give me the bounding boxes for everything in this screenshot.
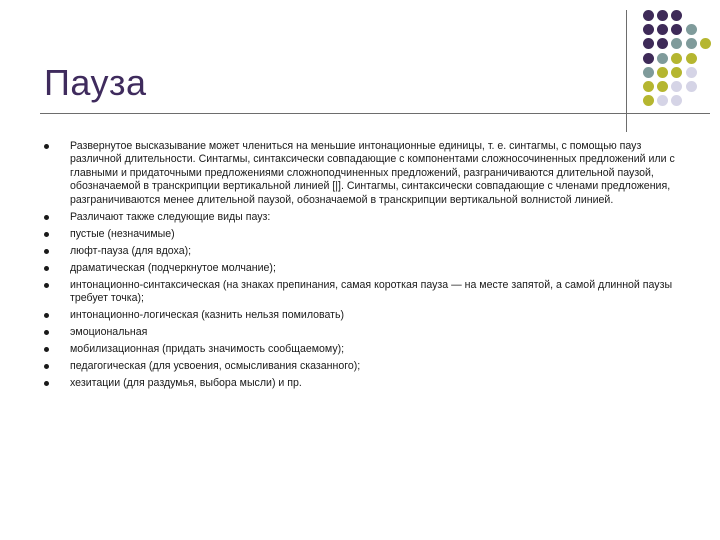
decorative-dot (671, 53, 682, 64)
decorative-dot (686, 38, 697, 49)
bullet-item (44, 140, 684, 207)
bullet-text: Различают также следующие виды пауз: (70, 210, 271, 223)
decorative-dot (700, 38, 711, 49)
bullet-icon (44, 266, 49, 271)
decorative-dot (671, 81, 682, 92)
decorative-dot (643, 10, 654, 21)
horizontal-divider (40, 113, 710, 114)
bullet-text: мобилизационная (придать значимость сообщаемому); (70, 343, 345, 356)
bullet-item (44, 326, 684, 339)
decorative-dot (671, 24, 682, 35)
bullet-text: педагогическая (для усвоения, осмысливания сказанного); (70, 360, 361, 373)
decorative-dot (643, 81, 654, 92)
bullet-icon (44, 283, 49, 288)
decorative-dot (686, 81, 697, 92)
bullet-text: хезитации (для раздумья, выбора мысли) и пр. (70, 377, 302, 390)
bullet-item (44, 377, 684, 390)
bullet-text: интонационно-синтаксическая (на знаках препинания, самая короткая пауза — на месте запятой, а самой длинной паузы требует точка); (70, 278, 673, 305)
decorative-dot (643, 67, 654, 78)
slide-title: Пауза (44, 62, 147, 103)
decorative-dot (686, 24, 697, 35)
bullet-icon (44, 144, 49, 149)
decorative-dot (657, 81, 668, 92)
decorative-dot (657, 38, 668, 49)
bullet-icon (44, 330, 49, 335)
decorative-dot (657, 95, 668, 106)
bullet-icon (44, 215, 49, 220)
bullet-text: драматическая (подчеркнутое молчание); (70, 261, 276, 274)
bullet-item (44, 309, 684, 322)
bullet-icon (44, 313, 49, 318)
decorative-dot (671, 67, 682, 78)
decorative-dot (657, 10, 668, 21)
bullet-item (44, 262, 684, 275)
bullet-text: пустые (незначимые) (70, 227, 175, 240)
decorative-dot (657, 24, 668, 35)
decorative-dot (643, 95, 654, 106)
bullet-item (44, 360, 684, 373)
decorative-dot (671, 10, 682, 21)
bullet-list (44, 140, 684, 394)
decorative-dot (686, 53, 697, 64)
decorative-dot (657, 53, 668, 64)
bullet-item (44, 211, 684, 224)
decorative-dot (671, 38, 682, 49)
bullet-icon (44, 381, 49, 386)
bullet-item (44, 228, 684, 241)
bullet-item (44, 279, 684, 306)
decorative-dot (657, 67, 668, 78)
decorative-dot (643, 53, 654, 64)
decorative-dot (686, 67, 697, 78)
bullet-icon (44, 347, 49, 352)
bullet-item (44, 245, 684, 258)
bullet-text: интонационно-логическая (казнить нельзя помиловать) (70, 309, 345, 322)
bullet-item (44, 343, 684, 356)
decorative-dot (671, 95, 682, 106)
bullet-text: эмоциональная (70, 326, 148, 339)
bullet-icon (44, 364, 49, 369)
decorative-dot (643, 38, 654, 49)
bullet-icon (44, 249, 49, 254)
bullet-text: люфт-пауза (для вдоха); (70, 244, 192, 257)
decorative-dot (643, 24, 654, 35)
bullet-text: Развернутое высказывание может члениться на меньшие интонационные единицы, т. е. синтагмы, с помощью пауз различной длительности. Синтагмы, синтаксически совпадающие с компонентами сложносочиненных предложений или с главными и придаточными предложениями сложноподчиненных предложений, разграничиваются длительной паузой, обозначаемой в транскрипции вертикальной линией [|]. Синтагмы, синтаксически совпадающие с членами предложения, разграничиваются менее длительной паузой, обозначаемой в транскрипции вертикальной волнистой линией. (70, 140, 675, 206)
bullet-icon (44, 232, 49, 237)
